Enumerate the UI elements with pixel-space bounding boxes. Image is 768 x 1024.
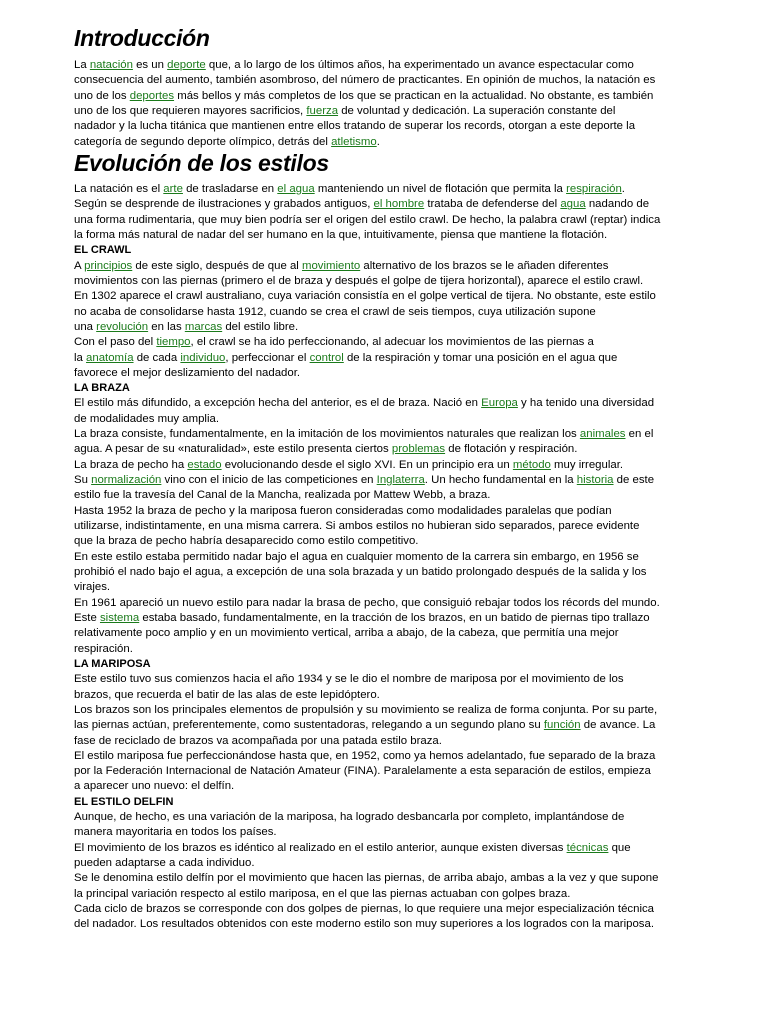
text-line — [74, 810, 624, 825]
text-line — [74, 626, 619, 641]
text-line — [74, 182, 625, 197]
text-line — [74, 871, 658, 886]
text-run: La — [74, 59, 90, 71]
text-line — [74, 841, 631, 856]
text-line — [74, 611, 650, 626]
text-line — [74, 427, 653, 442]
text-run: utilizarse, indistintamente, en una misma carrera. Si ambos estilos no hubieran sido separados, parece evidente — [74, 520, 640, 533]
text-run: , el crawl se ha ido perfeccionando, al adecuar los movimientos de las piernas a — [190, 336, 594, 349]
text-run: de avance. La — [580, 719, 656, 732]
text-run: alternativo de los brazos se le añaden diferentes — [360, 259, 609, 272]
inline-link[interactable]: el hombre — [373, 198, 425, 211]
inline-link[interactable]: normalización — [91, 474, 162, 487]
inline-link[interactable]: Europa — [481, 397, 518, 410]
text-line — [74, 856, 255, 871]
text-run: la — [74, 351, 87, 364]
text-run: de trasladarse en — [182, 183, 278, 195]
text-run: de voluntad y dedicación. La superación constante del — [338, 104, 616, 117]
text-run: de este — [613, 474, 655, 487]
text-line — [74, 104, 615, 119]
text-run: uno de los que requieren mayores sacrificios, — [74, 104, 307, 117]
text-run: muy irregular. — [550, 458, 624, 471]
inline-link[interactable]: deporte — [167, 59, 206, 71]
text-run: estaba basado, fundamentalmente, en la tracción de los brazos, en un batido de piernas tipo trallazo — [139, 611, 650, 624]
text-run: Cada ciclo de brazos se corresponde con dos golpes de piernas, lo que requiere una mejor especialización técnica — [74, 903, 655, 916]
text-run: no acaba de consolidarse hasta 1912, cuando se crea el crawl de seis tiempos, cuya utilización supone — [74, 305, 596, 318]
inline-link[interactable]: el agua — [277, 183, 315, 195]
text-line — [74, 228, 607, 243]
text-line — [74, 749, 655, 764]
text-run: que, a lo largo de los últimos años, ha experimentado un avance espectacular como — [205, 59, 634, 71]
text-run: , perfeccionar el — [225, 351, 310, 364]
inline-link[interactable]: marcas — [184, 320, 223, 333]
inline-link[interactable]: tiempo — [156, 336, 191, 349]
text-line — [74, 642, 133, 657]
section-subheading — [74, 381, 130, 396]
text-line — [74, 672, 624, 687]
text-run: una forma rudimentaria, que muy bien podría ser el origen del estilo crawl. De hecho, la palabra crawl (reptar) indica — [74, 213, 661, 226]
text-line — [74, 473, 654, 488]
inline-link[interactable]: deportes — [129, 89, 175, 102]
text-line — [74, 917, 654, 932]
inline-link[interactable]: estado — [187, 458, 222, 471]
text-line — [74, 320, 298, 335]
inline-link[interactable]: control — [309, 351, 344, 364]
text-line — [74, 73, 655, 88]
text-run: Este estilo tuvo sus comienzos hacia el año 1934 y se le dio el nombre de mariposa por el movimiento de los — [74, 673, 624, 686]
text-run: a aparecer uno nuevo: el delfín. — [74, 780, 235, 793]
inline-link[interactable]: función — [543, 719, 581, 732]
inline-link[interactable]: individuo — [180, 351, 226, 364]
text-line — [74, 488, 490, 503]
text-run: categoría de segundo deporte olímpico, detrás del — [74, 135, 332, 148]
text-run: más bellos y más completos de los que se practican en la actualidad. No obstante, es también — [174, 89, 654, 102]
text-line — [74, 534, 418, 549]
text-run: LA BRAZA — [74, 382, 130, 395]
text-run: En 1961 apareció un nuevo estilo para nadar la brasa de pecho, que consiguió rebajar todos los récords del mundo. — [74, 596, 660, 609]
text-line — [74, 887, 570, 902]
text-line — [74, 734, 442, 749]
text-run: Los brazos son los principales elementos de propulsión y su movimiento se realiza de forma conjunta. Por su parte, — [74, 703, 658, 716]
inline-link[interactable]: Inglaterra — [376, 474, 425, 487]
section-subheading — [74, 657, 151, 672]
inline-link[interactable]: movimiento — [301, 259, 361, 272]
text-run: estilo fue la travesía del Canal de la Mancha, realizada por Mattew Webb, a braza. — [74, 489, 491, 502]
text-run: las piernas actúan, preferentemente, como sustentadoras, relegando a un segundo plano su — [74, 719, 544, 732]
section-subheading — [74, 243, 131, 258]
text-run: la principal variación respecto al estilo mariposa, en el que las piernas actuaban con golpes braza. — [74, 887, 571, 900]
text-line — [74, 718, 655, 733]
text-line — [74, 366, 300, 381]
text-run: prohibió el nado bajo el agua, a excepción de una sola brazada y un batido prolongado después de la salida y los — [74, 566, 647, 578]
text-run: Según se desprende de ilustraciones y grabados antiguos, — [74, 198, 374, 211]
text-line — [74, 89, 653, 104]
text-line — [74, 259, 608, 274]
text-run: la forma más natural de nadar del ser humano en la que, intuitivamente, piensa que mantiene la flotación. — [74, 228, 608, 241]
text-line — [74, 58, 634, 73]
text-line — [74, 351, 617, 366]
inline-link[interactable]: anatomía — [86, 351, 134, 364]
text-run: fase de reciclado de brazos va acompañada por una patada estilo braza. — [74, 734, 442, 747]
text-line — [74, 504, 612, 519]
text-run: agua. A pesar de su «naturalidad», este estilo presenta ciertos — [74, 443, 392, 456]
text-run: El estilo más difundido, a excepción hecha del anterior, es el de braza. Nació en — [74, 397, 482, 410]
text-run: manteniendo un nivel de flotación que permita la — [314, 183, 567, 195]
inline-link[interactable]: arte — [163, 183, 183, 195]
text-run: favorece el mejor deslizamiento del nadador. — [74, 366, 301, 379]
text-run: manera mayoritaria en todos los países. — [74, 826, 277, 839]
heading-evolucion-estilos: Evolución de los estilos — [74, 150, 329, 176]
text-line — [74, 550, 639, 565]
text-run: del nadador. Los resultados obtenidos con este moderno estilo son muy superiores a los logrados con la mariposa. — [74, 918, 654, 931]
text-run: EL CRAWL — [74, 244, 132, 257]
text-run: El movimiento de los brazos es idéntico al realizado en el estilo anterior, aunque existen diversas — [74, 841, 567, 854]
text-run: pueden adaptarse a cada individuo. — [74, 857, 255, 870]
text-run: relativamente poco amplio y en un movimiento vertical, arriba a abajo, de la cabeza, que permitía una mejor — [74, 627, 619, 640]
text-run: y ha tenido una diversidad — [517, 397, 655, 410]
text-run: EL ESTILO DELFIN — [74, 795, 174, 808]
text-line — [74, 135, 380, 150]
text-line — [74, 580, 110, 595]
text-run: La braza de pecho ha — [74, 458, 188, 471]
text-line — [74, 688, 380, 703]
text-run: consecuencia del aumento, también asombroso, del número de practicantes. En opinión de muchos, la natación es — [74, 74, 656, 87]
text-run: Con el paso del — [74, 336, 157, 349]
text-line — [74, 305, 596, 320]
inline-link[interactable]: revolución — [96, 320, 149, 333]
text-line — [74, 119, 635, 134]
text-line — [74, 519, 639, 534]
text-run: El estilo mariposa fue perfeccionándose hasta que, en 1952, como ya hemos adelantado, fue separado de la braza — [74, 749, 656, 762]
text-run: de flotación y respiración. — [445, 443, 578, 456]
text-run: evolucionando desde el siglo XVI. En un principio era un — [221, 458, 513, 471]
text-run: del estilo libre. — [222, 320, 299, 333]
heading-introduccion: Introducción — [74, 25, 210, 51]
inline-link[interactable]: sistema — [99, 611, 140, 624]
text-run: nadando de — [585, 198, 650, 211]
text-line — [74, 335, 594, 350]
text-line — [74, 396, 654, 411]
text-run: La braza consiste, fundamentalmente, en la imitación de los movimientos naturales que realizan los — [74, 428, 580, 441]
text-run: Se le denomina estilo delfín por el movimiento que hacen las piernas, de arriba abajo, ambas a la vez y que supone — [74, 872, 659, 885]
text-run: trataba de defenderse del — [424, 198, 561, 211]
text-line — [74, 703, 657, 718]
text-run: Su — [74, 474, 92, 487]
text-run: uno de los — [74, 89, 130, 102]
text-line — [74, 779, 234, 794]
text-line — [74, 412, 219, 427]
inline-link[interactable]: principios — [84, 259, 133, 272]
text-run: en las — [148, 320, 185, 333]
text-run: de modalidades muy amplia. — [74, 412, 219, 425]
text-run: es un — [132, 59, 168, 71]
text-run: . Un hecho fundamental en la — [424, 474, 577, 487]
text-run: virajes. — [74, 581, 111, 594]
inline-link[interactable]: natación — [89, 59, 133, 71]
text-run: En este estilo estaba permitido nadar bajo el agua en cualquier momento de la carrera sin embargo, en 1956 se — [74, 550, 639, 563]
text-line — [74, 289, 656, 304]
inline-link[interactable]: fuerza — [306, 104, 339, 117]
text-run: Hasta 1952 la braza de pecho y la mariposa fueron consideradas como modalidades paralelas que podían — [74, 504, 612, 517]
text-line — [74, 197, 649, 212]
text-run: vino con el inicio de las competiciones en — [161, 474, 377, 487]
text-run: en el — [625, 428, 654, 441]
text-line — [74, 274, 643, 289]
text-run: brazos, que recuerda el batir de las alas de este lepidóptero. — [74, 688, 380, 701]
inline-link[interactable]: problemas — [391, 443, 446, 456]
text-run: que — [608, 841, 631, 854]
text-run: de cada — [133, 351, 181, 364]
text-run: . — [376, 135, 380, 148]
text-line — [74, 458, 623, 473]
text-run: nadador y la lucha titánica que mantienen entre ellos tratando de superar los records, otorgan a este deporte la — [74, 120, 636, 133]
text-run: En 1302 aparece el crawl australiano, cuya variación consistía en el golpe vertical de tijera. No obstante, este estilo — [74, 290, 656, 303]
inline-link[interactable]: agua — [560, 198, 586, 211]
text-run: de este siglo, después de que al — [132, 259, 302, 272]
text-line — [74, 825, 277, 840]
text-line — [74, 565, 646, 580]
text-run: La natación es el — [74, 183, 164, 195]
inline-link[interactable]: animales — [579, 428, 626, 441]
text-run: A — [74, 259, 85, 272]
text-run: una — [74, 320, 97, 333]
inline-link[interactable]: método — [512, 458, 551, 471]
text-line — [74, 213, 660, 228]
text-run: respiración. — [74, 642, 133, 655]
section-subheading — [74, 795, 173, 810]
text-run: Este — [74, 611, 100, 624]
inline-link[interactable]: técnicas — [566, 841, 609, 854]
text-run: . — [621, 183, 625, 195]
inline-link[interactable]: atletismo — [331, 135, 377, 148]
inline-link[interactable]: historia — [576, 474, 614, 487]
text-run: LA MARIPOSA — [74, 657, 151, 670]
text-run: que la braza de pecho habría desaparecido como estilo competitivo. — [74, 535, 419, 548]
text-run: movimientos con las piernas (primero el de braza y después el golpe de tijera horizontal), aparece el estilo crawl. — [74, 274, 644, 287]
text-run: Aunque, de hecho, es una variación de la mariposa, ha logrado desbancarla por completo, implantándose de — [74, 811, 625, 824]
inline-link[interactable]: respiración — [566, 183, 622, 195]
text-line — [74, 764, 651, 779]
text-run: de la respiración y tomar una posición en el agua que — [343, 351, 618, 364]
text-line — [74, 902, 654, 917]
text-line — [74, 596, 660, 611]
text-line — [74, 442, 577, 457]
text-run: por la Federación Internacional de Natación Amateur (FINA). Paralelamente a esta separación de estilos, empieza — [74, 765, 651, 778]
